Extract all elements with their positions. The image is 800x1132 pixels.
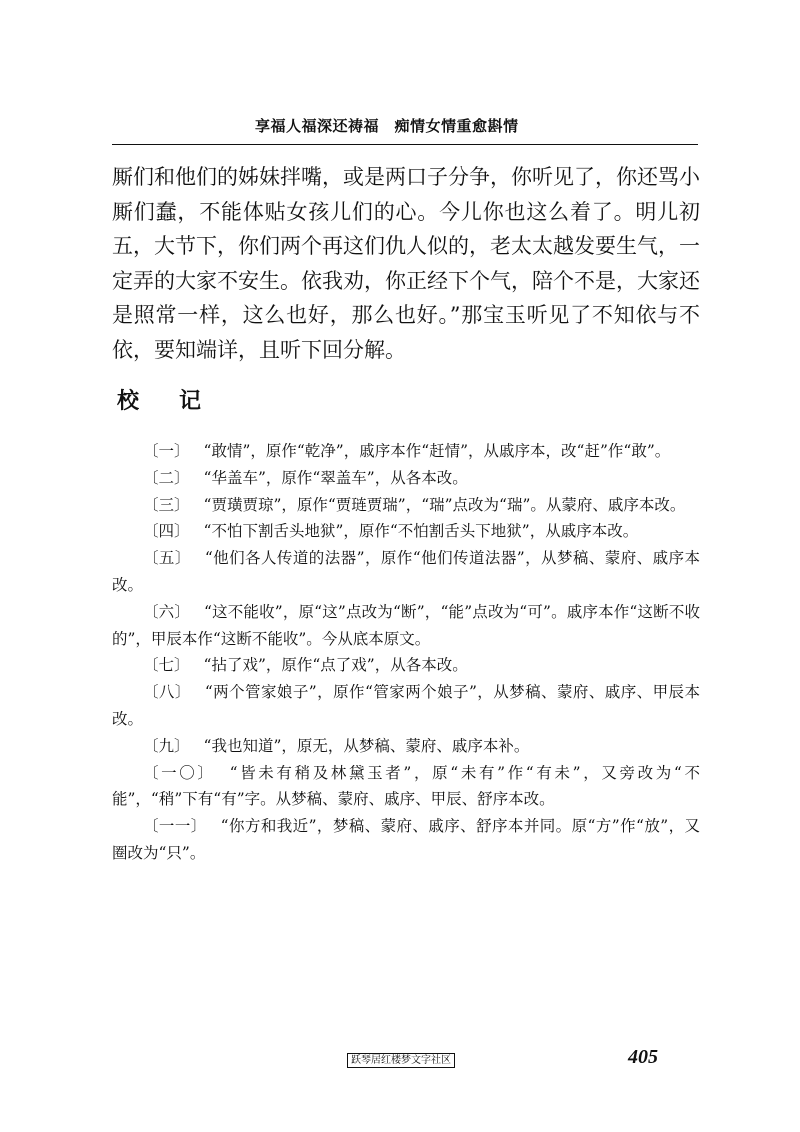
note-text: “敢情”，原作“乾净”，戚序本作“赶情”，从戚序本，改“赶”作“敢”。: [203, 442, 671, 460]
note-text: “皆未有稍及林黛玉者”，原“未有”作“有未”，又旁改为“不能”，“稍”下有“有”字。从梦稿、蒙府、戚序、甲辰、舒序本改。: [112, 763, 700, 809]
note-item: [112, 438, 700, 465]
note-text: “不怕下割舌头地狱”，原作“不怕割舌头下地狱”，从戚序本改。: [203, 522, 639, 541]
note-item: [112, 679, 700, 733]
note-number: 〔六〕: [143, 602, 190, 621]
note-item: [112, 545, 700, 599]
note-item: [112, 652, 700, 679]
note-number: 〔九〕: [143, 736, 190, 755]
note-number: 〔八〕: [143, 683, 191, 702]
section-title-char-2: 记: [179, 389, 202, 414]
note-item: [112, 813, 700, 867]
note-text: “我也知道”，原无，从梦稿、蒙府、戚序本补。: [203, 736, 530, 755]
note-item: [112, 599, 700, 653]
note-number: 〔一〕: [143, 442, 190, 460]
note-number: 〔七〕: [143, 656, 190, 675]
note-item: [112, 733, 700, 760]
note-text: “拈了戏”，原作“点了戏”，从各本改。: [203, 656, 468, 675]
note-text: “你方和我近”，梦稿、蒙府、戚序、舒序本并同。原“方”作“放”，又圈改为“只”。: [112, 817, 700, 862]
note-text: “贾璜贾琼”，原作“贾琏贾瑞”，“瑞”点改为“瑞”。从蒙府、戚序本改。: [203, 495, 686, 514]
running-header-title: 享福人福深还祷福 痴情女情重愈斟情: [255, 117, 519, 135]
note-text: “这不能收”，原“这”点改为“断”，“能”点改为“可”。戚序本作“这断不收的”，甲辰本作“这断不能收”。今从底本原文。: [112, 602, 700, 648]
collation-notes: [112, 438, 700, 867]
note-text: “两个管家娘子”，原作“管家两个娘子”，从梦稿、蒙府、戚序、甲辰本改。: [112, 683, 700, 728]
note-item: [112, 492, 700, 519]
note-item: [112, 465, 700, 492]
page-number: 405: [628, 1046, 658, 1068]
note-number: 〔五〕: [143, 549, 191, 568]
note-item: [112, 760, 700, 814]
note-number: 〔三〕: [143, 495, 190, 514]
section-title: [117, 384, 201, 415]
note-text: “华盖车”，原作“翠盖车”，从各本改。: [203, 468, 468, 487]
note-number: 〔二〕: [143, 468, 190, 487]
note-item: [112, 518, 700, 545]
source-stamp: 跃琴居红楼梦文字社区: [347, 1053, 455, 1068]
note-number: 〔一〇〕: [143, 763, 216, 782]
section-title-char-1: 校: [117, 389, 140, 414]
body-paragraph: 厮们和他们的姊妹拌嘴，或是两口子分争，你听见了，你还骂小厮们蠢，不能体贴女孩儿们的心。今儿你也这么着了。明儿初五，大节下，你们两个再这们仇人似的，老太太越发要生气，一定弄的大家不安生。依我劝，你正经下个气，陪个不是，大家还是照常一样，这么也好，那么也好。”那宝玉听见了不知依与不依，要知端详，且听下回分解。: [112, 165, 700, 362]
header-divider: [112, 144, 698, 145]
note-text: “他们各人传道的法器”，原作“他们传道法器”，从梦稿、蒙府、戚序本改。: [112, 549, 700, 594]
note-number: 〔一一〕: [143, 817, 207, 836]
body-text: [112, 160, 700, 367]
note-number: 〔四〕: [143, 522, 190, 541]
